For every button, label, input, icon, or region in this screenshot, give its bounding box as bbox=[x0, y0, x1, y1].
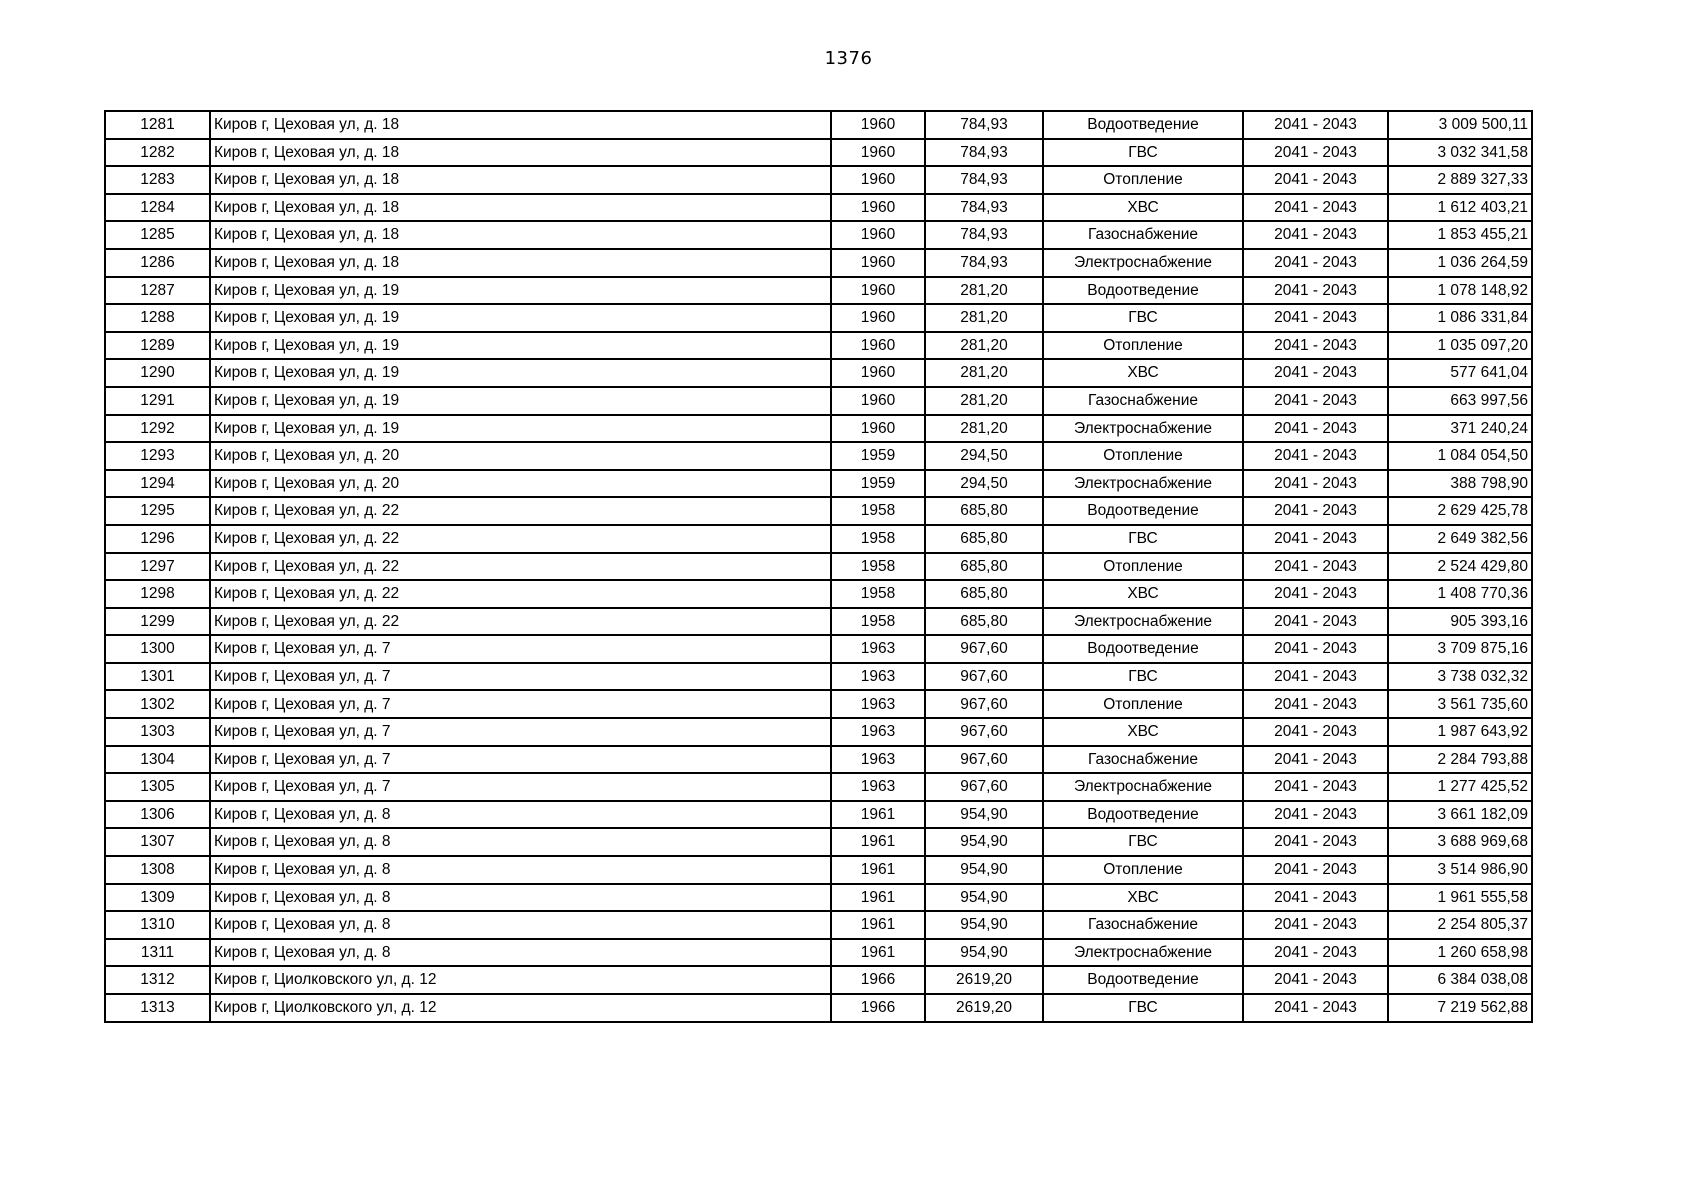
cell-year: 1958 bbox=[831, 525, 925, 553]
cell-area: 784,93 bbox=[925, 166, 1043, 194]
cell-year: 1963 bbox=[831, 690, 925, 718]
cell-row-number: 1303 bbox=[105, 718, 210, 746]
table-row bbox=[105, 277, 1532, 305]
cell-period: 2041 - 2043 bbox=[1243, 773, 1388, 801]
cell-address: Киров г, Цеховая ул, д. 18 bbox=[210, 194, 831, 222]
cell-address: Киров г, Цеховая ул, д. 20 bbox=[210, 442, 831, 470]
cell-year: 1961 bbox=[831, 801, 925, 829]
cell-address: Киров г, Цеховая ул, д. 7 bbox=[210, 690, 831, 718]
cell-area: 685,80 bbox=[925, 608, 1043, 636]
cell-area: 281,20 bbox=[925, 277, 1043, 305]
cell-service-type: Газоснабжение bbox=[1043, 746, 1243, 774]
cell-cost: 1 084 054,50 bbox=[1388, 442, 1532, 470]
cell-row-number: 1282 bbox=[105, 139, 210, 167]
table-row bbox=[105, 111, 1532, 139]
cell-service-type: Отопление bbox=[1043, 690, 1243, 718]
cell-row-number: 1286 bbox=[105, 249, 210, 277]
cell-address: Киров г, Цеховая ул, д. 8 bbox=[210, 911, 831, 939]
cell-year: 1960 bbox=[831, 332, 925, 360]
table-row bbox=[105, 608, 1532, 636]
cell-cost: 3 009 500,11 bbox=[1388, 111, 1532, 139]
cell-service-type: Газоснабжение bbox=[1043, 221, 1243, 249]
cell-row-number: 1304 bbox=[105, 746, 210, 774]
cell-service-type: ГВС bbox=[1043, 304, 1243, 332]
cell-year: 1960 bbox=[831, 415, 925, 443]
cell-service-type: Водоотведение bbox=[1043, 635, 1243, 663]
table-row bbox=[105, 415, 1532, 443]
cell-period: 2041 - 2043 bbox=[1243, 828, 1388, 856]
table-row bbox=[105, 911, 1532, 939]
cell-service-type: Водоотведение bbox=[1043, 801, 1243, 829]
cell-address: Киров г, Цеховая ул, д. 18 bbox=[210, 166, 831, 194]
cell-address: Киров г, Цеховая ул, д. 7 bbox=[210, 746, 831, 774]
cell-address: Киров г, Цеховая ул, д. 22 bbox=[210, 580, 831, 608]
cell-year: 1960 bbox=[831, 221, 925, 249]
cell-period: 2041 - 2043 bbox=[1243, 994, 1388, 1022]
cell-service-type: Отопление bbox=[1043, 332, 1243, 360]
cell-area: 784,93 bbox=[925, 194, 1043, 222]
cell-address: Киров г, Циолковского ул, д. 12 bbox=[210, 966, 831, 994]
cell-cost: 3 709 875,16 bbox=[1388, 635, 1532, 663]
cell-year: 1963 bbox=[831, 746, 925, 774]
cell-period: 2041 - 2043 bbox=[1243, 939, 1388, 967]
cell-service-type: ХВС bbox=[1043, 718, 1243, 746]
table-row bbox=[105, 497, 1532, 525]
cell-service-type: Водоотведение bbox=[1043, 497, 1243, 525]
cell-service-type: ГВС bbox=[1043, 525, 1243, 553]
cell-period: 2041 - 2043 bbox=[1243, 249, 1388, 277]
cell-cost: 1 036 264,59 bbox=[1388, 249, 1532, 277]
cell-row-number: 1301 bbox=[105, 663, 210, 691]
cell-row-number: 1289 bbox=[105, 332, 210, 360]
table-row bbox=[105, 332, 1532, 360]
page-number: 1376 bbox=[824, 48, 873, 69]
cell-address: Киров г, Цеховая ул, д. 22 bbox=[210, 608, 831, 636]
cell-row-number: 1288 bbox=[105, 304, 210, 332]
cell-area: 954,90 bbox=[925, 911, 1043, 939]
table-row bbox=[105, 304, 1532, 332]
cell-service-type: ГВС bbox=[1043, 663, 1243, 691]
cell-row-number: 1299 bbox=[105, 608, 210, 636]
table-row bbox=[105, 580, 1532, 608]
cell-cost: 2 649 382,56 bbox=[1388, 525, 1532, 553]
cell-period: 2041 - 2043 bbox=[1243, 911, 1388, 939]
cell-cost: 2 254 805,37 bbox=[1388, 911, 1532, 939]
table-row bbox=[105, 690, 1532, 718]
cell-year: 1959 bbox=[831, 442, 925, 470]
cell-cost: 2 629 425,78 bbox=[1388, 497, 1532, 525]
cell-area: 294,50 bbox=[925, 470, 1043, 498]
cell-period: 2041 - 2043 bbox=[1243, 580, 1388, 608]
cell-address: Киров г, Цеховая ул, д. 19 bbox=[210, 359, 831, 387]
cell-row-number: 1305 bbox=[105, 773, 210, 801]
cell-area: 281,20 bbox=[925, 359, 1043, 387]
cell-row-number: 1291 bbox=[105, 387, 210, 415]
cell-area: 685,80 bbox=[925, 497, 1043, 525]
cell-year: 1960 bbox=[831, 304, 925, 332]
cell-area: 954,90 bbox=[925, 884, 1043, 912]
cell-row-number: 1295 bbox=[105, 497, 210, 525]
cell-cost: 1 078 148,92 bbox=[1388, 277, 1532, 305]
cell-period: 2041 - 2043 bbox=[1243, 718, 1388, 746]
cell-service-type: Электроснабжение bbox=[1043, 249, 1243, 277]
cell-row-number: 1297 bbox=[105, 553, 210, 581]
cell-cost: 2 524 429,80 bbox=[1388, 553, 1532, 581]
cell-row-number: 1283 bbox=[105, 166, 210, 194]
cell-address: Киров г, Цеховая ул, д. 19 bbox=[210, 415, 831, 443]
cell-area: 784,93 bbox=[925, 139, 1043, 167]
table-row bbox=[105, 166, 1532, 194]
cell-row-number: 1313 bbox=[105, 994, 210, 1022]
table-row bbox=[105, 194, 1532, 222]
cell-year: 1960 bbox=[831, 166, 925, 194]
cell-area: 954,90 bbox=[925, 939, 1043, 967]
cell-cost: 6 384 038,08 bbox=[1388, 966, 1532, 994]
cell-service-type: Отопление bbox=[1043, 856, 1243, 884]
cell-address: Киров г, Цеховая ул, д. 19 bbox=[210, 304, 831, 332]
cell-service-type: Электроснабжение bbox=[1043, 608, 1243, 636]
cell-row-number: 1311 bbox=[105, 939, 210, 967]
cell-address: Киров г, Цеховая ул, д. 7 bbox=[210, 773, 831, 801]
cell-row-number: 1293 bbox=[105, 442, 210, 470]
cell-year: 1963 bbox=[831, 635, 925, 663]
cell-area: 967,60 bbox=[925, 746, 1043, 774]
cell-row-number: 1307 bbox=[105, 828, 210, 856]
cell-period: 2041 - 2043 bbox=[1243, 359, 1388, 387]
cell-cost: 3 661 182,09 bbox=[1388, 801, 1532, 829]
cell-area: 967,60 bbox=[925, 635, 1043, 663]
cell-area: 784,93 bbox=[925, 249, 1043, 277]
cell-area: 281,20 bbox=[925, 332, 1043, 360]
cell-year: 1960 bbox=[831, 387, 925, 415]
cell-period: 2041 - 2043 bbox=[1243, 746, 1388, 774]
cell-address: Киров г, Цеховая ул, д. 20 bbox=[210, 470, 831, 498]
cell-cost: 1 086 331,84 bbox=[1388, 304, 1532, 332]
cell-area: 281,20 bbox=[925, 304, 1043, 332]
cell-area: 967,60 bbox=[925, 773, 1043, 801]
cell-area: 281,20 bbox=[925, 387, 1043, 415]
cell-period: 2041 - 2043 bbox=[1243, 525, 1388, 553]
cell-cost: 7 219 562,88 bbox=[1388, 994, 1532, 1022]
cell-year: 1966 bbox=[831, 966, 925, 994]
table-row bbox=[105, 553, 1532, 581]
cell-area: 954,90 bbox=[925, 856, 1043, 884]
cell-service-type: Водоотведение bbox=[1043, 277, 1243, 305]
cell-service-type: ХВС bbox=[1043, 359, 1243, 387]
cell-service-type: Газоснабжение bbox=[1043, 387, 1243, 415]
cell-period: 2041 - 2043 bbox=[1243, 497, 1388, 525]
cell-year: 1960 bbox=[831, 111, 925, 139]
data-table bbox=[104, 110, 1533, 1023]
cell-cost: 1 277 425,52 bbox=[1388, 773, 1532, 801]
cell-address: Киров г, Цеховая ул, д. 18 bbox=[210, 139, 831, 167]
cell-address: Киров г, Цеховая ул, д. 8 bbox=[210, 856, 831, 884]
cell-cost: 1 612 403,21 bbox=[1388, 194, 1532, 222]
cell-year: 1961 bbox=[831, 939, 925, 967]
table-row bbox=[105, 828, 1532, 856]
table-row bbox=[105, 387, 1532, 415]
cell-year: 1958 bbox=[831, 608, 925, 636]
cell-service-type: ГВС bbox=[1043, 994, 1243, 1022]
table-row bbox=[105, 139, 1532, 167]
cell-address: Киров г, Цеховая ул, д. 22 bbox=[210, 553, 831, 581]
cell-period: 2041 - 2043 bbox=[1243, 553, 1388, 581]
cell-service-type: Отопление bbox=[1043, 442, 1243, 470]
cell-area: 294,50 bbox=[925, 442, 1043, 470]
cell-service-type: Электроснабжение bbox=[1043, 470, 1243, 498]
cell-area: 954,90 bbox=[925, 801, 1043, 829]
cell-period: 2041 - 2043 bbox=[1243, 884, 1388, 912]
cell-period: 2041 - 2043 bbox=[1243, 801, 1388, 829]
table-row bbox=[105, 663, 1532, 691]
cell-cost: 1 260 658,98 bbox=[1388, 939, 1532, 967]
cell-address: Киров г, Цеховая ул, д. 8 bbox=[210, 939, 831, 967]
cell-year: 1966 bbox=[831, 994, 925, 1022]
cell-period: 2041 - 2043 bbox=[1243, 663, 1388, 691]
cell-year: 1963 bbox=[831, 773, 925, 801]
cell-row-number: 1281 bbox=[105, 111, 210, 139]
cell-row-number: 1308 bbox=[105, 856, 210, 884]
table-row bbox=[105, 249, 1532, 277]
cell-cost: 1 035 097,20 bbox=[1388, 332, 1532, 360]
cell-area: 784,93 bbox=[925, 221, 1043, 249]
cell-area: 281,20 bbox=[925, 415, 1043, 443]
cell-cost: 3 738 032,32 bbox=[1388, 663, 1532, 691]
table-row bbox=[105, 359, 1532, 387]
cell-address: Киров г, Цеховая ул, д. 8 bbox=[210, 828, 831, 856]
table-row bbox=[105, 801, 1532, 829]
cell-period: 2041 - 2043 bbox=[1243, 194, 1388, 222]
cell-service-type: Водоотведение bbox=[1043, 966, 1243, 994]
cell-period: 2041 - 2043 bbox=[1243, 442, 1388, 470]
cell-period: 2041 - 2043 bbox=[1243, 166, 1388, 194]
cell-period: 2041 - 2043 bbox=[1243, 332, 1388, 360]
cell-year: 1961 bbox=[831, 884, 925, 912]
cell-service-type: Электроснабжение bbox=[1043, 415, 1243, 443]
cell-period: 2041 - 2043 bbox=[1243, 966, 1388, 994]
table-row bbox=[105, 773, 1532, 801]
cell-cost: 905 393,16 bbox=[1388, 608, 1532, 636]
cell-row-number: 1298 bbox=[105, 580, 210, 608]
cell-service-type: Отопление bbox=[1043, 166, 1243, 194]
cell-period: 2041 - 2043 bbox=[1243, 139, 1388, 167]
cell-year: 1959 bbox=[831, 470, 925, 498]
table-row bbox=[105, 718, 1532, 746]
table-body bbox=[105, 111, 1532, 1022]
cell-cost: 388 798,90 bbox=[1388, 470, 1532, 498]
table-row bbox=[105, 966, 1532, 994]
cell-cost: 2 889 327,33 bbox=[1388, 166, 1532, 194]
cell-cost: 663 997,56 bbox=[1388, 387, 1532, 415]
cell-cost: 2 284 793,88 bbox=[1388, 746, 1532, 774]
cell-area: 685,80 bbox=[925, 580, 1043, 608]
cell-area: 685,80 bbox=[925, 525, 1043, 553]
cell-area: 784,93 bbox=[925, 111, 1043, 139]
cell-address: Киров г, Цеховая ул, д. 18 bbox=[210, 221, 831, 249]
table-row bbox=[105, 994, 1532, 1022]
cell-area: 954,90 bbox=[925, 828, 1043, 856]
cell-area: 2619,20 bbox=[925, 994, 1043, 1022]
cell-row-number: 1285 bbox=[105, 221, 210, 249]
cell-cost: 3 514 986,90 bbox=[1388, 856, 1532, 884]
cell-service-type: ГВС bbox=[1043, 139, 1243, 167]
cell-period: 2041 - 2043 bbox=[1243, 221, 1388, 249]
table-row bbox=[105, 856, 1532, 884]
table-row bbox=[105, 525, 1532, 553]
cell-year: 1963 bbox=[831, 718, 925, 746]
table-row bbox=[105, 884, 1532, 912]
cell-address: Киров г, Цеховая ул, д. 7 bbox=[210, 718, 831, 746]
cell-address: Киров г, Цеховая ул, д. 18 bbox=[210, 249, 831, 277]
cell-period: 2041 - 2043 bbox=[1243, 304, 1388, 332]
cell-address: Киров г, Цеховая ул, д. 8 bbox=[210, 884, 831, 912]
cell-area: 967,60 bbox=[925, 690, 1043, 718]
cell-address: Киров г, Циолковского ул, д. 12 bbox=[210, 994, 831, 1022]
cell-row-number: 1290 bbox=[105, 359, 210, 387]
table-row bbox=[105, 635, 1532, 663]
table-row bbox=[105, 746, 1532, 774]
cell-period: 2041 - 2043 bbox=[1243, 635, 1388, 663]
cell-row-number: 1284 bbox=[105, 194, 210, 222]
cell-period: 2041 - 2043 bbox=[1243, 111, 1388, 139]
cell-row-number: 1302 bbox=[105, 690, 210, 718]
cell-area: 685,80 bbox=[925, 553, 1043, 581]
cell-cost: 371 240,24 bbox=[1388, 415, 1532, 443]
cell-address: Киров г, Цеховая ул, д. 7 bbox=[210, 663, 831, 691]
cell-service-type: ХВС bbox=[1043, 580, 1243, 608]
cell-year: 1963 bbox=[831, 663, 925, 691]
cell-year: 1961 bbox=[831, 828, 925, 856]
cell-period: 2041 - 2043 bbox=[1243, 856, 1388, 884]
cell-year: 1960 bbox=[831, 277, 925, 305]
cell-address: Киров г, Цеховая ул, д. 8 bbox=[210, 801, 831, 829]
cell-row-number: 1300 bbox=[105, 635, 210, 663]
cell-cost: 577 641,04 bbox=[1388, 359, 1532, 387]
cell-row-number: 1287 bbox=[105, 277, 210, 305]
cell-cost: 3 561 735,60 bbox=[1388, 690, 1532, 718]
cell-cost: 1 987 643,92 bbox=[1388, 718, 1532, 746]
cell-address: Киров г, Цеховая ул, д. 19 bbox=[210, 277, 831, 305]
cell-service-type: Водоотведение bbox=[1043, 111, 1243, 139]
cell-year: 1961 bbox=[831, 856, 925, 884]
cell-year: 1958 bbox=[831, 497, 925, 525]
cell-cost: 1 961 555,58 bbox=[1388, 884, 1532, 912]
cell-year: 1960 bbox=[831, 139, 925, 167]
cell-period: 2041 - 2043 bbox=[1243, 415, 1388, 443]
cell-cost: 1 408 770,36 bbox=[1388, 580, 1532, 608]
cell-address: Киров г, Цеховая ул, д. 19 bbox=[210, 387, 831, 415]
cell-year: 1958 bbox=[831, 580, 925, 608]
cell-row-number: 1292 bbox=[105, 415, 210, 443]
cell-year: 1960 bbox=[831, 249, 925, 277]
cell-year: 1958 bbox=[831, 553, 925, 581]
cell-address: Киров г, Цеховая ул, д. 7 bbox=[210, 635, 831, 663]
cell-service-type: Электроснабжение bbox=[1043, 773, 1243, 801]
cell-year: 1960 bbox=[831, 359, 925, 387]
cell-year: 1961 bbox=[831, 911, 925, 939]
cell-cost: 3 688 969,68 bbox=[1388, 828, 1532, 856]
cell-row-number: 1310 bbox=[105, 911, 210, 939]
table-row bbox=[105, 939, 1532, 967]
cell-service-type: ГВС bbox=[1043, 828, 1243, 856]
table-row bbox=[105, 442, 1532, 470]
cell-address: Киров г, Цеховая ул, д. 22 bbox=[210, 525, 831, 553]
cell-service-type: Отопление bbox=[1043, 553, 1243, 581]
cell-address: Киров г, Цеховая ул, д. 19 bbox=[210, 332, 831, 360]
cell-cost: 3 032 341,58 bbox=[1388, 139, 1532, 167]
cell-address: Киров г, Цеховая ул, д. 18 bbox=[210, 111, 831, 139]
cell-period: 2041 - 2043 bbox=[1243, 470, 1388, 498]
cell-service-type: Электроснабжение bbox=[1043, 939, 1243, 967]
cell-period: 2041 - 2043 bbox=[1243, 608, 1388, 636]
cell-cost: 1 853 455,21 bbox=[1388, 221, 1532, 249]
cell-row-number: 1306 bbox=[105, 801, 210, 829]
cell-period: 2041 - 2043 bbox=[1243, 387, 1388, 415]
table-row bbox=[105, 221, 1532, 249]
cell-period: 2041 - 2043 bbox=[1243, 690, 1388, 718]
cell-area: 967,60 bbox=[925, 718, 1043, 746]
cell-period: 2041 - 2043 bbox=[1243, 277, 1388, 305]
cell-row-number: 1296 bbox=[105, 525, 210, 553]
cell-service-type: Газоснабжение bbox=[1043, 911, 1243, 939]
cell-row-number: 1294 bbox=[105, 470, 210, 498]
cell-area: 967,60 bbox=[925, 663, 1043, 691]
cell-service-type: ХВС bbox=[1043, 884, 1243, 912]
cell-row-number: 1309 bbox=[105, 884, 210, 912]
cell-year: 1960 bbox=[831, 194, 925, 222]
cell-address: Киров г, Цеховая ул, д. 22 bbox=[210, 497, 831, 525]
table-row bbox=[105, 470, 1532, 498]
cell-area: 2619,20 bbox=[925, 966, 1043, 994]
cell-service-type: ХВС bbox=[1043, 194, 1243, 222]
cell-row-number: 1312 bbox=[105, 966, 210, 994]
